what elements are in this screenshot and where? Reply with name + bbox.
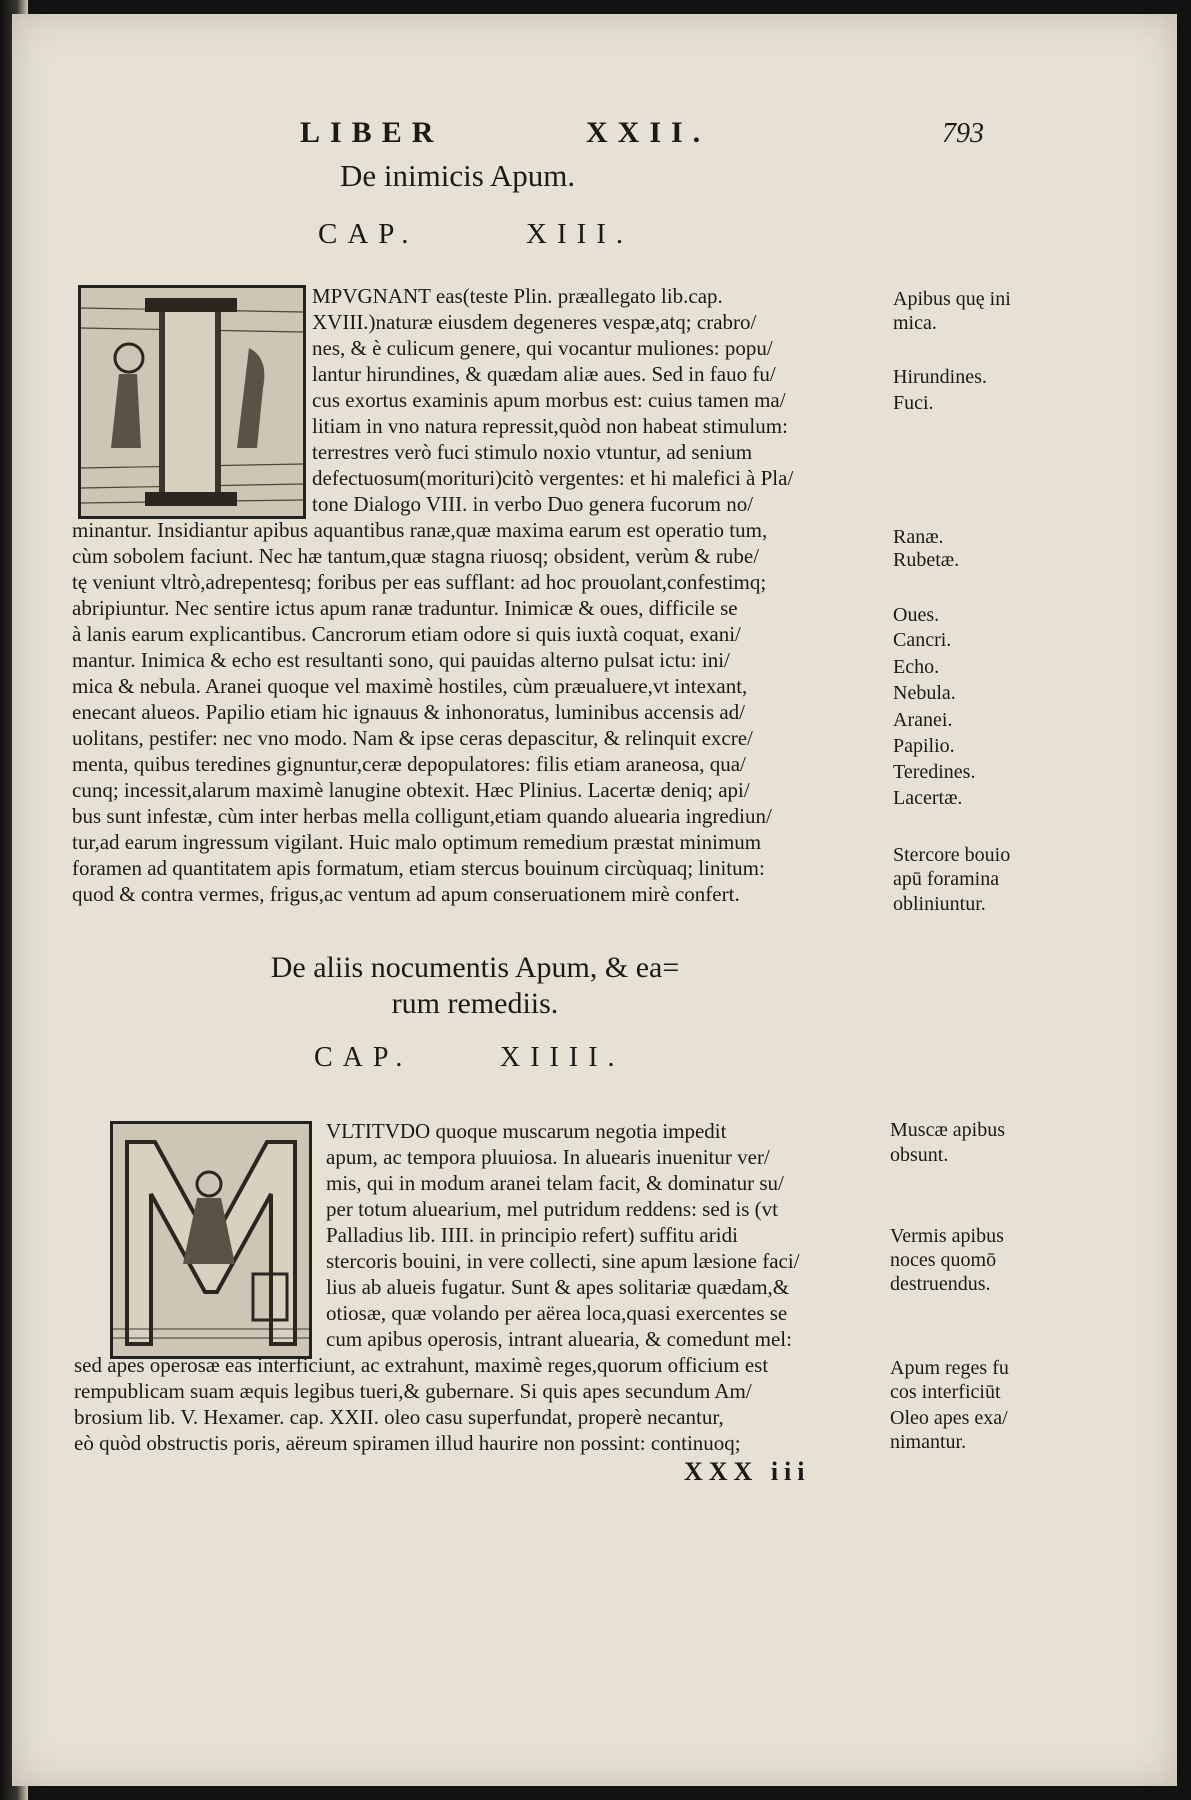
text-line: nes, & è culicum genere, qui vocantur muliones: popu/ xyxy=(312,336,773,360)
text-line: XVIII.)naturæ eiusdem degeneres vespæ,atq; crabro/ xyxy=(312,310,757,334)
margin-note: Hirundines. xyxy=(893,366,987,388)
margin-note: Rubetæ. xyxy=(893,549,960,571)
text-line: uolitans, pestifer: nec vno modo. Nam & ipse ceras depascitur, & relinquit excre/ xyxy=(72,726,753,750)
text-line: tone Dialogo VIII. in verbo Duo genera fucorum no/ xyxy=(312,492,754,516)
margin-note: Aranei. xyxy=(893,709,953,731)
text-line: tur,ad earum ingressum vigilant. Huic malo optimum remedium præstat minimum xyxy=(72,830,762,854)
margin-note: apū foramina xyxy=(893,868,1000,890)
text-line: abripiuntur. Nec sentire ictus apum ranæ traduntur. Inimicæ & oues, difficile se xyxy=(72,596,738,620)
woodcut-illustration-icon xyxy=(81,288,303,516)
text-line: rempublicam suam æquis legibus tueri,& gubernare. Si quis apes secundum Am/ xyxy=(74,1379,752,1403)
margin-note: cos interficiūt xyxy=(890,1381,1001,1403)
text-line: MPVGNANT eas(teste Plin. præallegato lib.cap. xyxy=(312,284,723,308)
text-line: mica & nebula. Aranei quoque vel maximè hostiles, cùm præualuere,vt intexant, xyxy=(72,674,748,698)
chapter-13-title: De inimicis Apum. xyxy=(340,158,576,193)
text-line: terrestres verò fuci stimulo noxio vtuntur, ad senium xyxy=(312,440,753,464)
margin-note: Apibus quę ini xyxy=(893,288,1011,310)
margin-note: obsunt. xyxy=(890,1144,949,1166)
margin-note: Nebula. xyxy=(893,682,956,704)
text-line: eò quòd obstructis poris, aëreum spiramen illud haurire non possint: continuoq; xyxy=(74,1431,741,1455)
woodcut-initial-i xyxy=(78,285,306,519)
text-line: lantur hirundines, & quædam aliæ aues. Sed in fauo fu/ xyxy=(312,362,776,386)
text-line: brosium lib. V. Hexamer. cap. XXII. oleo casu superfundat, properè necantur, xyxy=(74,1405,724,1429)
margin-note: mica. xyxy=(893,312,937,334)
margin-note: noces quomō xyxy=(890,1249,997,1271)
margin-note: Apum reges fu xyxy=(890,1357,1009,1379)
margin-note: Echo. xyxy=(893,656,940,678)
text-line: cum apibus operosis, intrant aluearia, & comedunt mel: xyxy=(326,1327,792,1351)
signature-mark: XXX iii xyxy=(684,1457,811,1486)
margin-note: Lacertæ. xyxy=(893,787,963,809)
margin-note: Teredines. xyxy=(893,761,976,783)
chapter-14-label: CAP. xyxy=(314,1042,413,1073)
margin-note: Cancri. xyxy=(893,629,952,651)
text-line: per totum aluearium, mel putridum reddens: sed is (vt xyxy=(326,1197,778,1221)
margin-note: Fuci. xyxy=(893,392,934,414)
page-number: 793 xyxy=(942,118,984,149)
text-line: tę veniunt vltrò,adrepentesq; foribus per eas sufflant: ad hoc prouolant,confestimq; xyxy=(72,570,767,594)
text-line: sed apes operosæ eas interficiunt, ac extrahunt, maximè reges,quorum officium est xyxy=(74,1353,769,1377)
margin-note: destruendus. xyxy=(890,1273,991,1295)
running-head-left: LIBER xyxy=(300,116,444,149)
margin-note: Papilio. xyxy=(893,735,955,757)
text-line: cus exortus examinis apum morbus est: cuius tamen ma/ xyxy=(312,388,786,412)
text-line: defectuosum(morituri)citò vergentes: et hi malefici à Pla/ xyxy=(312,466,794,490)
text-line: VLTITVDO quoque muscarum negotia impedit xyxy=(326,1119,727,1143)
text-line: foramen ad quantitatem apis formatum, etiam stercus bouinum circùquaq; linitum: xyxy=(72,856,765,880)
woodcut-illustration-icon xyxy=(113,1124,309,1356)
text-line: otiosæ, quæ volando per aërea loca,quasi exercentes se xyxy=(326,1301,788,1325)
margin-note: Muscæ apibus xyxy=(890,1119,1005,1141)
text-line: cunq; incessit,alarum maximè lanugine obtexit. Hæc Plinius. Lacertæ deniq; api/ xyxy=(72,778,750,802)
text-line: minantur. Insidiantur apibus aquantibus ranæ,quæ maxima earum est operatio tum, xyxy=(72,518,768,542)
running-head-right: XXII. xyxy=(586,116,711,149)
margin-note: Oleo apes exa/ xyxy=(890,1407,1008,1429)
text-line: à lanis earum explicantibus. Cancrorum etiam odore si quis iuxtà coquat, exani/ xyxy=(72,622,741,646)
woodcut-initial-m xyxy=(110,1121,312,1359)
margin-note: Oues. xyxy=(893,604,940,626)
margin-note: Ranæ. xyxy=(893,526,944,548)
text-line: menta, quibus teredines gignuntur,ceræ depopulatores: filis etiam araneosa, qua/ xyxy=(72,752,746,776)
text-line: enecant alueos. Papilio etiam hic ignauus & inhonoratus, luminibus accensis ad/ xyxy=(72,700,746,724)
chapter-13-label: CAP. xyxy=(318,218,419,250)
text-line: litiam in vno natura repressit,quòd non habeat stimulum: xyxy=(312,414,788,438)
text-line: Palladius lib. IIII. in principio refert) suffitu aridi xyxy=(326,1223,738,1247)
text-line: apum, ac tempora pluuiosa. In aluearis inuenitur ver/ xyxy=(326,1145,770,1169)
margin-note: Stercore bouio xyxy=(893,844,1011,866)
margin-note: nimantur. xyxy=(890,1431,967,1453)
chapter-14-title xyxy=(230,950,720,1022)
text-line: bus sunt infestæ, cùm inter herbas mella colligunt,etiam quando aluearia ingrediun/ xyxy=(72,804,772,828)
text-line: quod & contra vermes, frigus,ac ventum ad apum conseruationem mirè confert. xyxy=(72,882,740,906)
text-line: mantur. Inimica & echo est resultanti sono, qui pauidas alterno pulsat ictu: ini/ xyxy=(72,648,730,672)
chapter-14-title-line-2: rum remediis. xyxy=(391,987,559,1020)
text-line: lius ab alueis fugatur. Sunt & apes solitariæ quædam,& xyxy=(326,1275,790,1299)
margin-note: Vermis apibus xyxy=(890,1225,1004,1247)
text-line: cùm sobolem faciunt. Nec hæ tantum,quæ stagna riuosq; obsident, verùm & rube/ xyxy=(72,544,760,568)
margin-note: obliniuntur. xyxy=(893,893,986,915)
chapter-13-number: XIII. xyxy=(526,218,634,250)
text-line: mis, qui in modum aranei telam facit, & dominatur su/ xyxy=(326,1171,784,1195)
chapter-14-number: XIIII. xyxy=(500,1042,625,1073)
text-line: stercoris bouini, in vere collecti, sine apum læsione faci/ xyxy=(326,1249,800,1273)
chapter-14-title-line-1: De aliis nocumentis Apum, & ea= xyxy=(270,951,680,984)
